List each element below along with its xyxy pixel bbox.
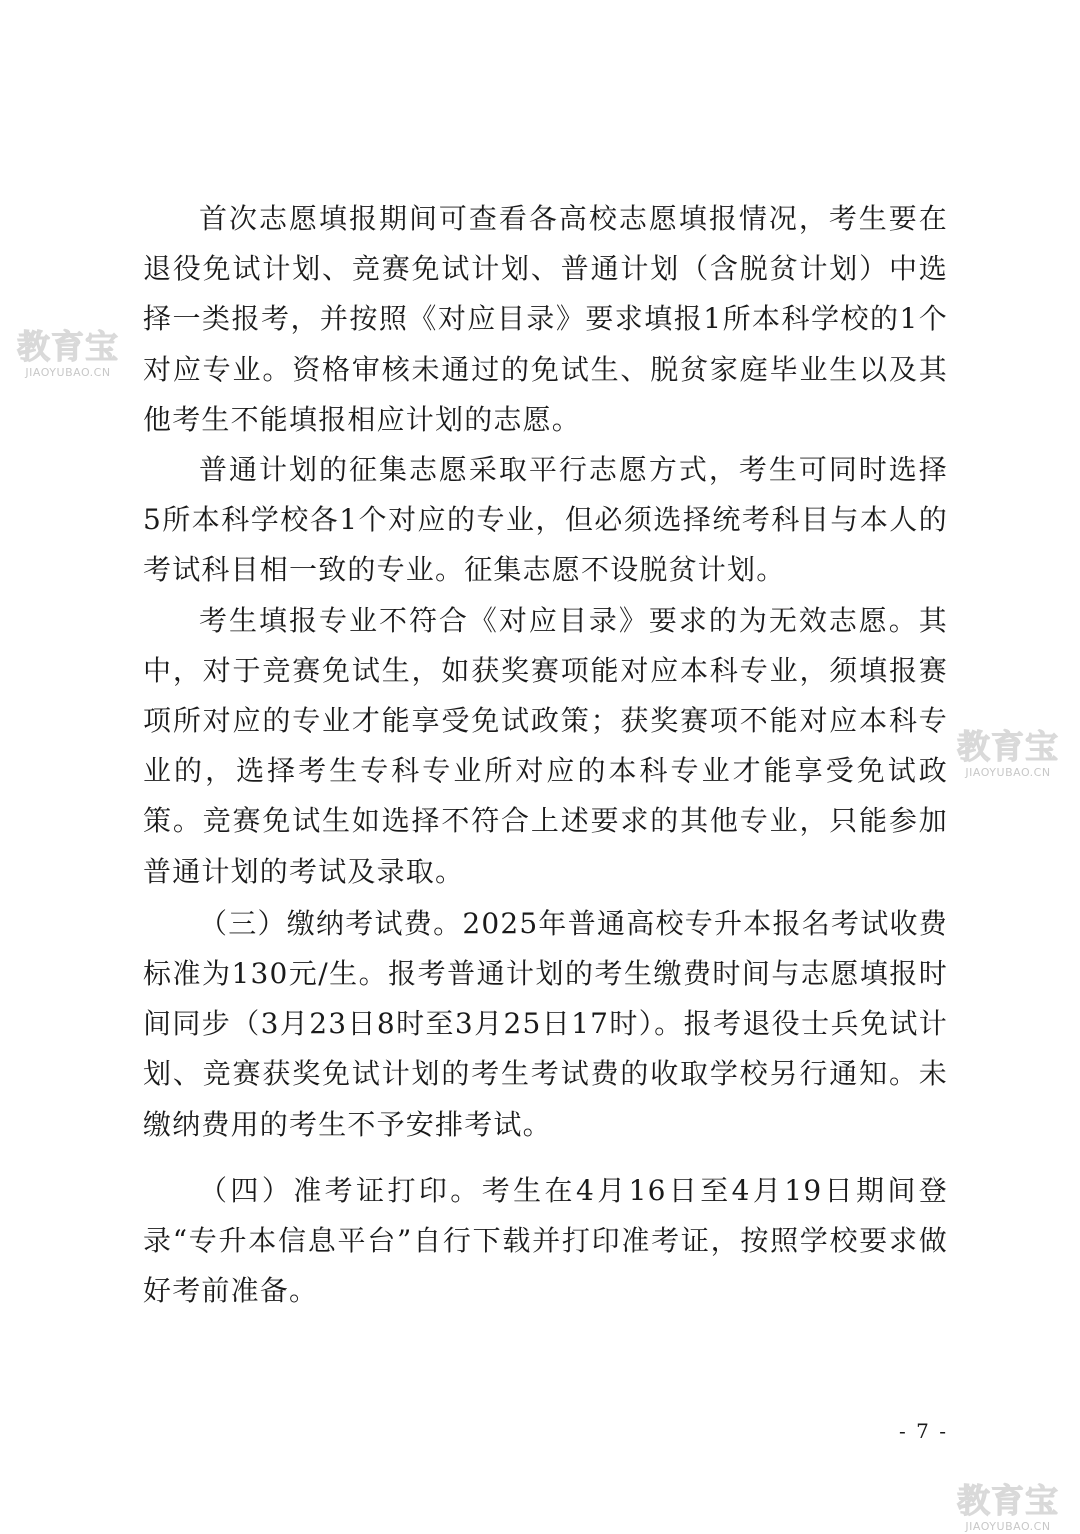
watermark-url: JIAOYUBAO.CN xyxy=(965,766,1051,779)
watermark-logo xyxy=(8,328,128,380)
watermark-url: JIAOYUBAO.CN xyxy=(25,366,111,379)
paragraph-admission-ticket: （四）准考证打印。考生在4月16日至4月19日期间登录“专升本信息平台”自行下载并打印准考证，按照学校要求做好考前准备。 xyxy=(143,1173,948,1308)
paragraph-collection-volunteer: 普通计划的征集志愿采取平行志愿方式，考生可同时选择5所本科学校各1个对应的专业，但必须选择统考科目与本人的考试科目相一致的专业。征集志愿不设脱贫计划。 xyxy=(143,453,948,587)
paragraph-exam-fee: （三）缴纳考试费。2025年普通高校专升本报名考试收费标准为130元/生。报考普通计划的考生缴费时间与志愿填报时间同步（3月23日8时至3月25日17时）。报考退役士兵免试计划、竞赛获奖免试计划的考生考试费的收取学校另行通知。未缴纳费用的考生不予安排考试。 xyxy=(143,906,948,1141)
page-number: - 7 - xyxy=(899,1419,948,1443)
watermark-url: JIAOYUBAO.CN xyxy=(965,1520,1051,1533)
watermark-logo xyxy=(948,1482,1068,1534)
watermark-title: 教育宝 xyxy=(17,327,119,366)
paragraph-volunteer-filling: 首次志愿填报期间可查看各高校志愿填报情况，考生要在退役免试计划、竞赛免试计划、普通计划（含脱贫计划）中选择一类报考，并按照《对应目录》要求填报1所本科学校的1个对应专业。资格审核未通过的免试生、脱贫家庭毕业生以及其他考生不能填报相应计划的志愿。 xyxy=(143,202,948,436)
document-body xyxy=(143,194,948,1316)
watermark-logo xyxy=(948,728,1068,780)
watermark-title: 教育宝 xyxy=(957,1481,1059,1520)
watermark-title: 教育宝 xyxy=(957,727,1059,766)
paragraph-invalid-volunteer: 考生填报专业不符合《对应目录》要求的为无效志愿。其中，对于竞赛免试生，如获奖赛项能对应本科专业，须填报赛项所对应的专业才能享受免试政策；获奖赛项不能对应本科专业的，选择考生专科专业所对应的本科专业才能享受免试政策。竞赛免试生如选择不符合上述要求的其他专业，只能参加普通计划的考试及录取。 xyxy=(143,603,948,888)
